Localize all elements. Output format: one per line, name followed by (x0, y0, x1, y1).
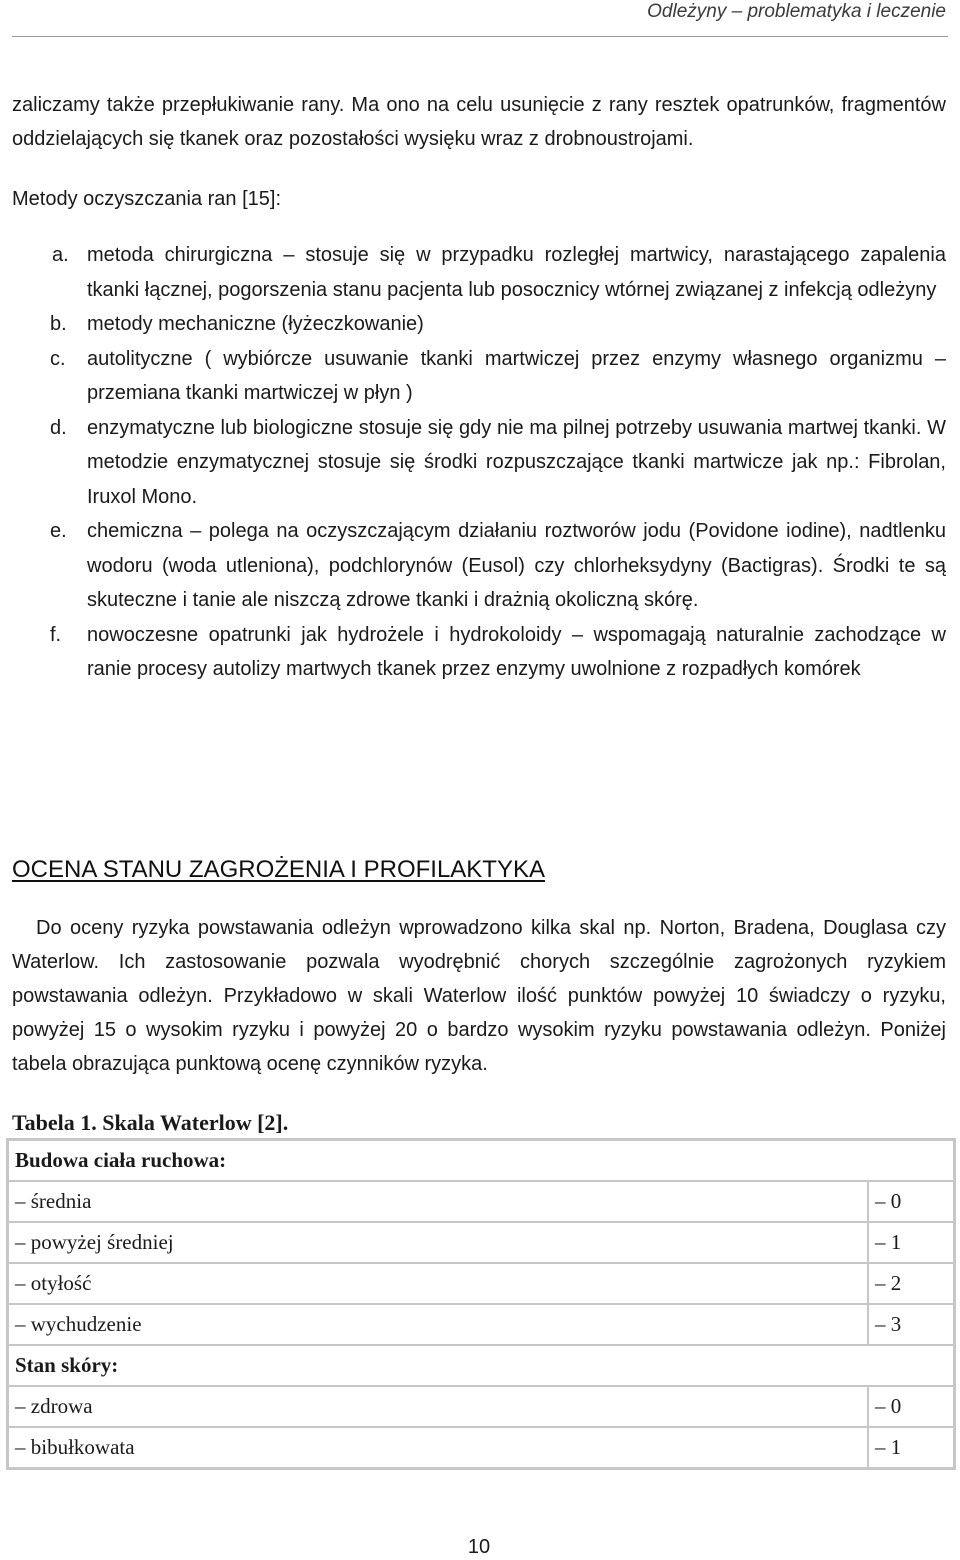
list-item-text: metody mechaniczne (łyżeczkowanie) (87, 313, 424, 335)
list-item (12, 514, 946, 618)
table-caption: Tabela 1. Skala Waterlow [2]. (12, 1110, 289, 1135)
waterlow-scale-table (6, 1138, 956, 1470)
table-row (8, 1181, 954, 1222)
header-divider (12, 36, 948, 37)
list-marker: e. (50, 520, 67, 542)
list-item-text: autolityczne ( wybiórcze usuwanie tkanki martwiczej przez enzymy własnego organizmu – przemiana tkanki martwiczej w płyn ) (87, 347, 946, 404)
factor-label: – wychudzenie (8, 1304, 868, 1345)
table-group-title: Stan skóry: (8, 1345, 954, 1386)
running-header-title: Odleżyny – problematyka i leczenie (647, 1, 946, 22)
list-item (12, 411, 946, 515)
factor-score: – 1 (868, 1222, 954, 1263)
factor-label: – średnia (8, 1181, 868, 1222)
list-marker: d. (50, 416, 67, 439)
list-item (12, 618, 946, 687)
factor-score: – 1 (868, 1427, 954, 1468)
table-group-title: Budowa ciała ruchowa: (8, 1140, 954, 1181)
list-item-text: enzymatyczne lub biologiczne stosuje się gdy nie ma pilnej potrzeby usuwania martwej tkanki. W metodzie enzymatycznej stosuje się środki rozpuszczające tkanki martwicze jak np.: Fibrolan, Iruxol Mono. (87, 416, 946, 508)
factor-score: – 0 (868, 1386, 954, 1427)
table-group-row (8, 1345, 954, 1386)
factor-label: – powyżej średniej (8, 1222, 868, 1263)
intro-paragraph: zaliczamy także przepłukiwanie rany. Ma ono na celu usunięcie z rany resztek opatrunków, fragmentów oddzielających się tkanek oraz pozostałości wysięku wraz z drobnoustrojami. (12, 94, 946, 150)
table-row (8, 1263, 954, 1304)
list-item-text: chemiczna – polega na oczyszczającym działaniu roztworów jodu (Povidone iodine), nadtlenku wodoru (woda utleniona), podchlorynów (Eusol) czy chlorheksydyny (Bactigras). Środki te są skuteczne i tanie ale niszczą zdrowe tkanki i drażnią okoliczną skórę. (87, 520, 946, 611)
factor-score: – 3 (868, 1304, 954, 1345)
list-item (12, 238, 946, 307)
list-marker: b. (50, 313, 67, 335)
table-row (8, 1304, 954, 1345)
factor-label: – bibułkowata (8, 1427, 868, 1468)
section-paragraph: Do oceny ryzyka powstawania odleżyn wprowadzono kilka skal np. Norton, Bradena, Douglasa czy Waterlow. Ich zastosowanie pozwala wyodrębnić chorych szczególnie zagrożonych ryzykiem powstawania odleżyn. Przykładowo w skali Waterlow ilość punktów powyżej 10 świadczy o ryzyku, powyżej 15 o wysokim ryzyku i powyżej 20 o bardzo wysokim ryzyku powstawania odleżyn. Poniżej tabela obrazująca punktową ocenę czynników ryzyka. (12, 917, 946, 1075)
list-item-text: nowoczesne opatrunki jak hydrożele i hydrokoloidy – wspomagają naturalnie zachodzące w ranie procesy autolizy martwych tkanek przez enzymy uwolnione z rozpadłych komórek (87, 623, 946, 680)
list-marker: a. (52, 244, 69, 266)
factor-score: – 2 (868, 1263, 954, 1304)
table-row (8, 1427, 954, 1468)
list-item (12, 342, 946, 411)
table-group-row (8, 1140, 954, 1181)
table-row (8, 1386, 954, 1427)
section-heading: OCENA STANU ZAGROŻENIA I PROFILAKTYKA (12, 856, 545, 883)
list-item (12, 307, 946, 342)
factor-label: – otyłość (8, 1263, 868, 1304)
table-row (8, 1222, 954, 1263)
methods-label: Metody oczyszczania ran [15]: (12, 188, 282, 210)
page-number: 10 (467, 1536, 491, 1558)
cleaning-methods-list (12, 238, 946, 687)
factor-label: – zdrowa (8, 1386, 868, 1427)
list-item-text: metoda chirurgiczna – stosuje się w przypadku rozległej martwicy, narastającego zapalenia tkanki łącznej, pogorszenia stanu pacjenta lub posocznicy wtórnej związanej z infekcją odleżyny (87, 244, 946, 301)
list-marker: c. (50, 347, 66, 370)
list-marker: f. (50, 623, 62, 646)
factor-score: – 0 (868, 1181, 954, 1222)
